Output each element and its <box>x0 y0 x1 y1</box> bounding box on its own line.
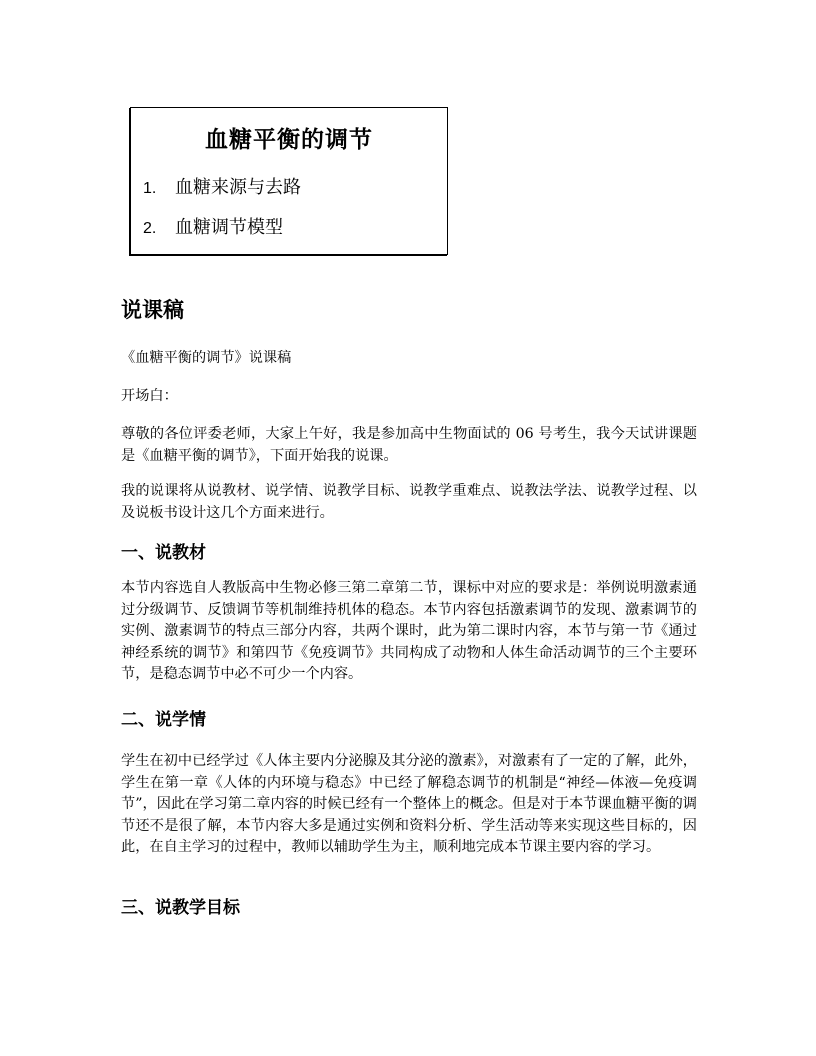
board-item-1-text: 血糖来源与去路 <box>175 177 301 198</box>
blackboard-design-box <box>130 107 448 255</box>
board-item-1 <box>143 175 301 201</box>
document-heading: 说课稿 <box>121 298 184 322</box>
board-item-2-number: 2. <box>143 220 157 237</box>
section-2-title: 二、说学情 <box>121 710 206 730</box>
greeting-paragraph: 尊敬的各位评委老师，大家上午好，我是参加高中生物面试的 06 号考生，我今天试讲课题是《血糖平衡的调节》，下面开始我的说课。 <box>121 426 697 464</box>
lesson-title-line: 《血糖平衡的调节》说课稿 <box>121 350 292 366</box>
section-3-title: 三、说教学目标 <box>121 898 240 918</box>
section-1-title: 一、说教材 <box>121 543 206 563</box>
board-item-2-text: 血糖调节模型 <box>175 217 283 238</box>
opening-label: 开场白： <box>121 388 178 404</box>
board-item-1-number: 1. <box>143 180 157 197</box>
section-1-paragraph: 本节内容选自人教版高中生物必修三第二章第二节，课标中对应的要求是：举例说明激素通过分级调节、反馈调节等机制维持机体的稳态。本节内容包括激素调节的发现、激素调节的实例、激素调节的特点三部分内容，共两个课时，此为第二课时内容，本节与第一节《通过神经系统的调节》和第四节《免疫调节》共同构成了动物和人体生命活动调节的三个主要环节，是稳态调节中必不可少一个内容。 <box>121 580 697 682</box>
outline-paragraph: 我的说课将从说教材、说学情、说教学目标、说教学重难点、说教法学法、说教学过程、以及说板书设计这几个方面来进行。 <box>121 483 697 521</box>
board-title: 血糖平衡的调节 <box>205 127 373 153</box>
board-item-2 <box>143 215 283 241</box>
section-2-paragraph: 学生在初中已经学过《人体主要内分泌腺及其分泌的激素》，对激素有了一定的了解，此外，学生在第一章《人体的内环境与稳态》中已经了解稳态调节的机制是“神经—体液—免疫调节”，因此在学习第二章内容的时候已经有一个整体上的概念。但是对于本节课血糖平衡的调节还不是很了解，本节内容大多是通过实例和资料分析、学生活动等来实现这些目标的，因此，在自主学习的过程中，教师以辅助学生为主，顺利地完成本节课主要内容的学习。 <box>121 753 697 855</box>
